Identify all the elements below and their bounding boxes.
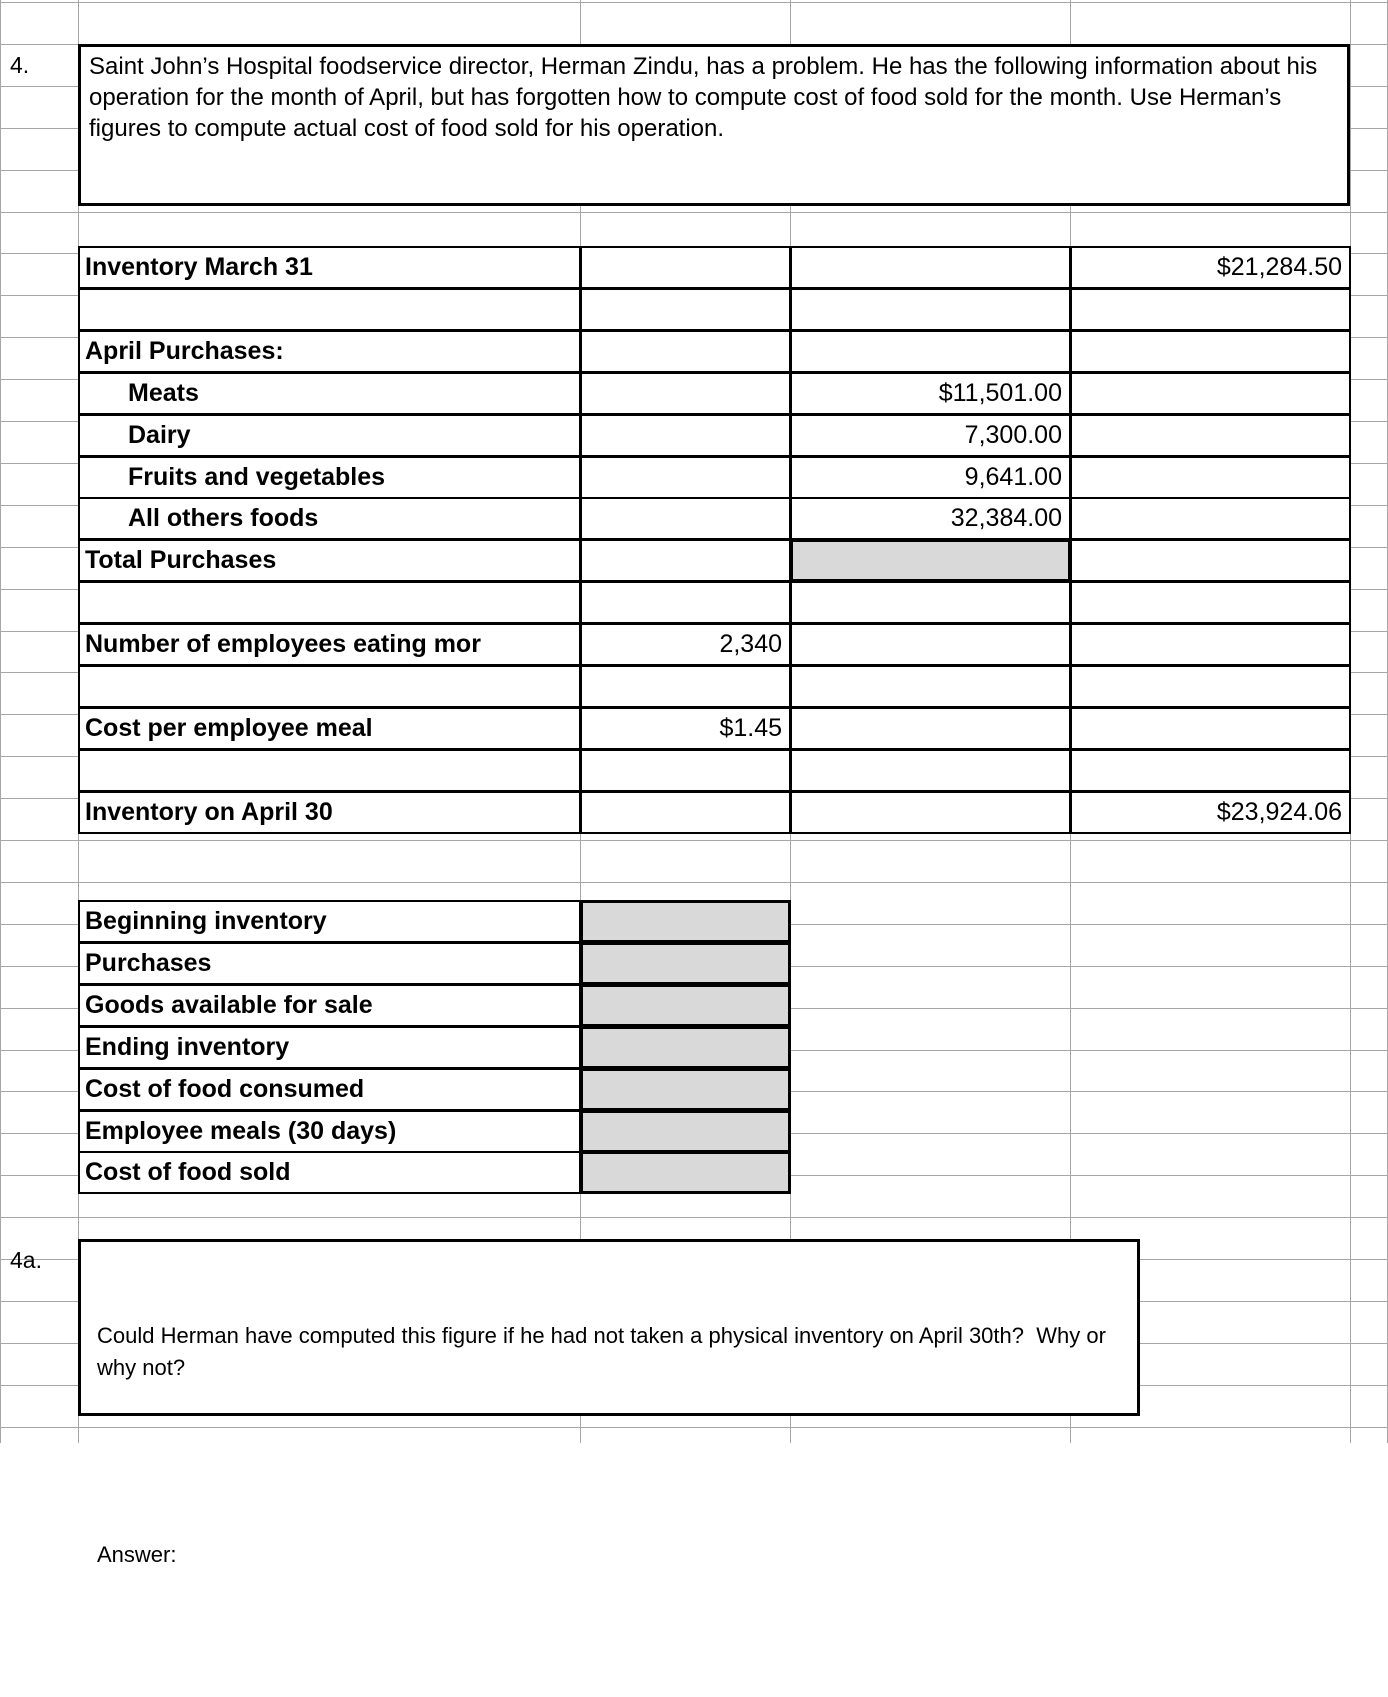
given-row-col-d[interactable] <box>1070 330 1351 373</box>
given-row-col-c[interactable]: 32,384.00 <box>790 497 1071 540</box>
given-row-col-d[interactable] <box>1070 414 1351 457</box>
given-row-col-c[interactable] <box>790 581 1071 624</box>
spacer <box>97 1447 1121 1475</box>
worksheet-answer-blank[interactable] <box>580 1110 791 1153</box>
total-purchases-answer-blank[interactable] <box>790 539 1071 582</box>
given-row-label: Inventory March 31 <box>78 246 581 289</box>
given-row-label <box>78 288 581 331</box>
given-row-col-d[interactable] <box>1070 539 1351 582</box>
worksheet-answer-blank[interactable] <box>580 1026 791 1069</box>
given-row-col-b[interactable] <box>580 581 791 624</box>
grid-row-line-5 <box>0 212 1388 213</box>
given-row-col-d[interactable] <box>1070 581 1351 624</box>
given-row-col-b[interactable]: $1.45 <box>580 707 791 750</box>
grid-column-line-0 <box>0 0 1 1443</box>
grid-row-line-21 <box>0 882 1388 883</box>
given-row-label: Meats <box>78 372 581 415</box>
given-row-col-b[interactable] <box>580 539 791 582</box>
given-row-col-d[interactable] <box>1070 623 1351 666</box>
given-row-col-c[interactable] <box>790 749 1071 792</box>
given-row-col-d[interactable] <box>1070 288 1351 331</box>
question-4-number: 4. <box>10 51 30 78</box>
given-row-col-c[interactable]: 7,300.00 <box>790 414 1071 457</box>
given-row-col-b[interactable] <box>580 749 791 792</box>
given-row-col-b[interactable] <box>580 665 791 708</box>
worksheet-answer-blank[interactable] <box>580 900 791 943</box>
worksheet-row-label: Goods available for sale <box>78 984 581 1027</box>
given-row-col-b[interactable] <box>580 414 791 457</box>
given-row-col-b[interactable] <box>580 456 791 499</box>
given-row-col-c[interactable] <box>790 791 1071 834</box>
given-row-col-c[interactable] <box>790 288 1071 331</box>
grid-row-line-0 <box>0 2 1388 3</box>
worksheet-answer-blank[interactable] <box>580 1068 791 1111</box>
question-4-prompt-box: Saint John’s Hospital foodservice director, Herman Zindu, has a problem. He has the following information about his operation for the month of April, but has forgotten how to compute cost of food sold for the month. Use Herman’s figures to compute actual cost of food sold for his operation. <box>78 44 1350 206</box>
given-row-label: Cost per employee meal <box>78 707 581 750</box>
given-row-label <box>78 749 581 792</box>
worksheet-row-label: Purchases <box>78 942 581 985</box>
question-4a-prompt-box <box>78 1239 1140 1568</box>
worksheet-row-label: Cost of food sold <box>78 1151 581 1194</box>
given-row-label: Dairy <box>78 414 581 457</box>
given-row-col-b[interactable] <box>580 288 791 331</box>
given-row-label: April Purchases: <box>78 330 581 373</box>
question-4a-answer-field[interactable] <box>97 1635 1121 1665</box>
worksheet-answer-blank[interactable] <box>580 984 791 1027</box>
given-row-col-d[interactable] <box>1070 497 1351 540</box>
worksheet-answer-blank[interactable] <box>580 942 791 985</box>
given-row-col-d[interactable]: $21,284.50 <box>1070 246 1351 289</box>
given-row-col-d[interactable] <box>1070 456 1351 499</box>
given-row-label <box>78 665 581 708</box>
question-4a-prompt-text: Could Herman have computed this figure if he had not taken a physical inventory on April 30th? Why or why not? <box>97 1322 1113 1380</box>
worksheet-row-label: Ending inventory <box>78 1026 581 1069</box>
given-row-col-c[interactable] <box>790 330 1071 373</box>
given-row-col-d[interactable] <box>1070 707 1351 750</box>
given-row-col-c[interactable] <box>790 623 1071 666</box>
given-row-label: All others foods <box>78 497 581 540</box>
given-row-col-c[interactable]: 9,641.00 <box>790 456 1071 499</box>
grid-row-line-20 <box>0 840 1388 841</box>
worksheet-row-label: Cost of food consumed <box>78 1068 581 1111</box>
worksheet-row-label: Employee meals (30 days) <box>78 1110 581 1153</box>
question-4a-number: 4a. <box>10 1246 42 1273</box>
given-row-col-b[interactable] <box>580 372 791 415</box>
question-4a-answer-label: Answer: <box>97 1542 177 1568</box>
given-row-label: Total Purchases <box>78 539 581 582</box>
given-row-label: Inventory on April 30 <box>78 791 581 834</box>
given-row-col-d[interactable] <box>1070 372 1351 415</box>
worksheet-answer-blank[interactable] <box>580 1151 791 1194</box>
given-row-col-b[interactable] <box>580 330 791 373</box>
given-row-col-d[interactable] <box>1070 665 1351 708</box>
given-row-col-b[interactable] <box>580 497 791 540</box>
given-row-label: Number of employees eating mor <box>78 623 581 666</box>
given-row-col-d[interactable]: $23,924.06 <box>1070 791 1351 834</box>
given-row-col-c[interactable] <box>790 246 1071 289</box>
given-row-col-c[interactable] <box>790 707 1071 750</box>
given-row-label <box>78 581 581 624</box>
given-row-col-c[interactable] <box>790 665 1071 708</box>
given-row-col-c[interactable]: $11,501.00 <box>790 372 1071 415</box>
given-row-col-d[interactable] <box>1070 749 1351 792</box>
given-row-col-b[interactable] <box>580 791 791 834</box>
given-row-label: Fruits and vegetables <box>78 456 581 499</box>
given-row-col-b[interactable]: 2,340 <box>580 623 791 666</box>
grid-row-line-29 <box>0 1217 1388 1218</box>
worksheet-row-label: Beginning inventory <box>78 900 581 943</box>
given-row-col-b[interactable] <box>580 246 791 289</box>
